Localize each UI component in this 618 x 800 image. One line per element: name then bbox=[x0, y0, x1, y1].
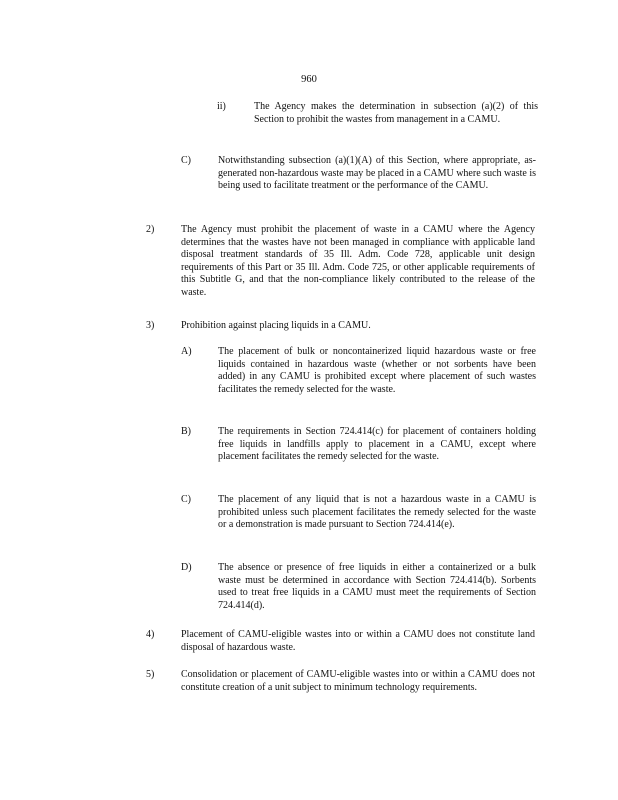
item-label: 4) bbox=[146, 629, 155, 640]
item-text: Consolidation or placement of CAMU-eligible wastes into or within a CAMU does not constitute creation of a unit subject to minimum technology requirements. bbox=[181, 669, 535, 693]
item-text: The Agency must prohibit the placement of waste in a CAMU where the Agency determines that the wastes have not been managed in compliance with applicable land disposal treatment standards of 35 Ill. Adm. Code 728, applicable unit design requirements of this Part or 35 Ill. Adm. Code 725, or other applicable requirements of this Subtitle G, and that the non-compliance likely contributed to the release of the waste. bbox=[181, 224, 535, 298]
item-text: Notwithstanding subsection (a)(1)(A) of this Section, where appropriate, as-generated non-hazardous waste may be placed in a CAMU where such waste is being used to facilitate treatment or the performance of the CAMU. bbox=[218, 155, 536, 192]
item-text: Prohibition against placing liquids in a CAMU. bbox=[181, 320, 371, 331]
item-label: A) bbox=[181, 346, 192, 357]
item-text: The requirements in Section 724.414(c) for placement of containers holding free liquids in landfills apply to placement in a CAMU, except where placement facilitates the remedy selected for the waste. bbox=[218, 426, 536, 463]
item-text: The placement of any liquid that is not a hazardous waste in a CAMU is prohibited unless such placement facilitates the remedy selected for the waste or a demonstration is made pursuant to Section 724.414(e). bbox=[218, 494, 536, 531]
item-label: 3) bbox=[146, 320, 155, 331]
page-number: 960 bbox=[301, 74, 317, 85]
item-label: 5) bbox=[146, 669, 155, 680]
item-label: D) bbox=[181, 562, 192, 573]
item-text: Placement of CAMU-eligible wastes into or within a CAMU does not constitute land disposal of hazardous waste. bbox=[181, 629, 535, 653]
item-label: C) bbox=[181, 494, 191, 505]
item-label: 2) bbox=[146, 224, 155, 235]
item-label: ii) bbox=[217, 101, 226, 112]
item-text: The absence or presence of free liquids in either a containerized or a bulk waste must be determined in accordance with Section 724.414(b). Sorbents used to treat free liquids in a CAMU must meet the requirements of Section 724.414(d). bbox=[218, 562, 536, 611]
item-label: B) bbox=[181, 426, 191, 437]
item-label: C) bbox=[181, 155, 191, 166]
item-text: The placement of bulk or noncontainerized liquid hazardous waste or free liquids contained in hazardous waste (whether or not sorbents have been added) in any CAMU is prohibited except where placement of such wastes facilitates the remedy selected for the waste. bbox=[218, 346, 536, 395]
item-text: The Agency makes the determination in subsection (a)(2) of this Section to prohibit the wastes from management in a CAMU. bbox=[254, 101, 538, 125]
